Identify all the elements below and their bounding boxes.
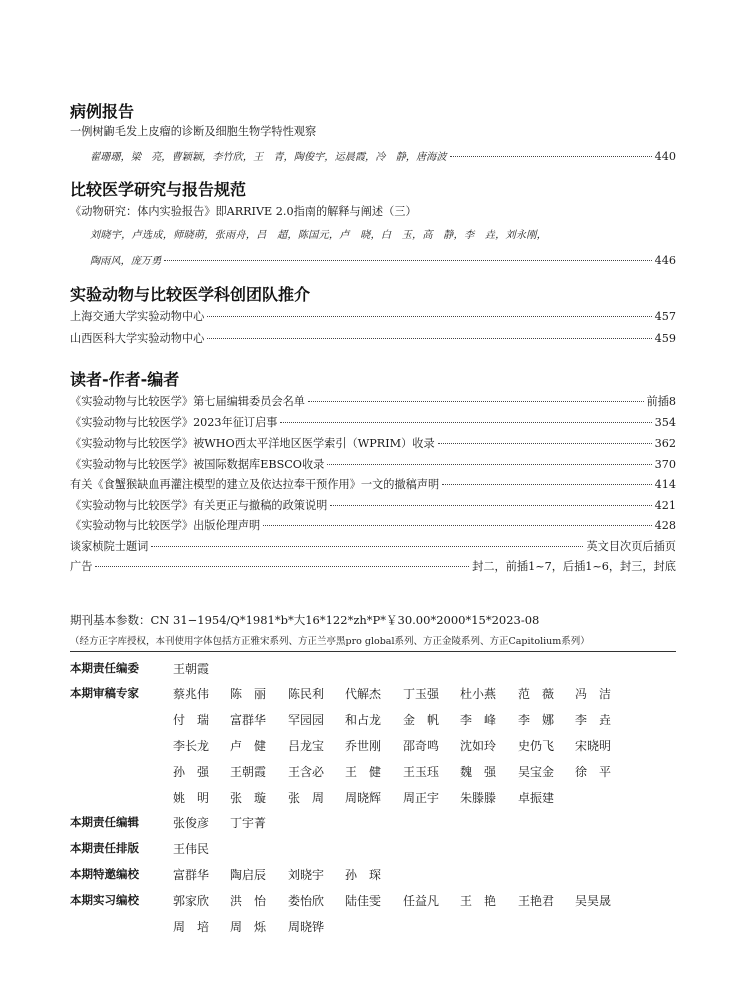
staff-role-label: 本期责任排版 — [70, 841, 139, 855]
staff-role-label: 本期实习编校 — [70, 893, 139, 907]
leader-dots — [263, 525, 651, 526]
page-number: 封二，前插1~7，后插1~6，封三，封底 — [472, 560, 676, 573]
leader-dots — [438, 443, 652, 444]
journal-params: 期刊基本参数：CN 31−1954/Q*1981*b*大16*122*zh*P*￥30.00*2000*15*2023-08 — [70, 613, 540, 627]
authors-text: 翟珊珊，梁 亮，曹颖颖，李竹欣，王 青，陶俊宇，运晨霞，冷 静，唐海波 — [90, 152, 447, 163]
staff-member-name: 周晓铧 — [288, 920, 325, 934]
entry-authors-continued — [90, 252, 676, 267]
authors-text: 陶雨风，庞万勇 — [90, 256, 162, 267]
section-title-readers-authors-editors: 读者-作者-编者 — [70, 370, 180, 389]
leader-dots — [280, 422, 651, 423]
section-title-team-recommendation: 实验动物与比较医学科创团队推介 — [70, 285, 311, 304]
staff-member-name: 王含必 — [288, 765, 325, 779]
staff-member-name: 杜小燕 — [460, 687, 497, 701]
toc-entry[interactable] — [70, 498, 676, 514]
toc-entry[interactable] — [70, 457, 676, 473]
section-title-comparative-medicine: 比较医学研究与报告规范 — [70, 180, 247, 199]
staff-role-label: 本期特邀编校 — [70, 867, 139, 881]
leader-dots — [207, 316, 651, 317]
staff-member-name: 蔡兆伟 — [173, 687, 210, 701]
staff-member-name: 周 培 — [173, 920, 210, 934]
staff-member-name: 王伟民 — [173, 842, 210, 856]
toc-entry[interactable] — [70, 331, 676, 347]
entry-title: 有关《食蟹猴缺血再灌注模型的建立及依达拉奉干预作用》一文的撤稿声明 — [70, 478, 440, 491]
staff-member-name: 罕园园 — [288, 713, 325, 727]
page-number: 459 — [654, 332, 676, 345]
leader-dots — [207, 338, 651, 339]
staff-member-name: 吕龙宝 — [288, 739, 325, 753]
staff-member-name: 富群华 — [173, 868, 210, 882]
staff-member-name: 金 帆 — [403, 713, 440, 727]
staff-member-name: 范 薇 — [518, 687, 555, 701]
leader-dots — [327, 464, 651, 465]
staff-member-name: 史仍飞 — [518, 739, 555, 753]
staff-member-name: 吴昊晟 — [575, 894, 612, 908]
toc-entry[interactable] — [70, 309, 676, 325]
toc-entry[interactable] — [70, 477, 676, 493]
leader-dots — [164, 260, 651, 261]
entry-title: 一例树鼩毛发上皮瘤的诊断及细胞生物学特性观察 — [70, 125, 317, 138]
staff-member-name: 王 健 — [345, 765, 382, 779]
staff-member-name: 吴宝金 — [518, 765, 555, 779]
leader-dots — [95, 566, 469, 567]
staff-member-name: 张 璇 — [230, 791, 267, 805]
toc-entry[interactable] — [70, 204, 676, 220]
staff-member-name: 丁宇菁 — [230, 816, 267, 830]
staff-member-name: 代解杰 — [345, 687, 382, 701]
staff-member-name: 乔世刚 — [345, 739, 382, 753]
fonts-note: （经方正字库授权，本刊使用字体包括方正雅宋系列、方正兰亭黑pro global系列、方正金陵系列、方正Capitolium系列） — [70, 636, 590, 647]
section-title-case-report: 病例报告 — [70, 102, 135, 121]
staff-member-name: 魏 强 — [460, 765, 497, 779]
staff-member-name: 朱滕滕 — [460, 791, 497, 805]
entry-title: 《实验动物与比较医学》有关更正与撤稿的政策说明 — [70, 499, 328, 512]
leader-dots — [330, 505, 651, 506]
staff-member-name: 孙 强 — [173, 765, 210, 779]
staff-member-name: 张 周 — [288, 791, 325, 805]
page-number: 457 — [654, 310, 676, 323]
staff-member-name: 付 瑞 — [173, 713, 210, 727]
staff-member-name: 李 娜 — [518, 713, 555, 727]
entry-authors — [90, 148, 676, 163]
staff-member-name: 任益凡 — [403, 894, 440, 908]
staff-member-name: 洪 怡 — [230, 894, 267, 908]
staff-member-name: 李长龙 — [173, 739, 210, 753]
page-number: 英文目次页后插页 — [586, 540, 676, 553]
toc-entry[interactable] — [70, 539, 676, 555]
staff-member-name: 陆佳雯 — [345, 894, 382, 908]
toc-entry[interactable] — [70, 518, 676, 534]
page-number: 前插8 — [646, 395, 676, 408]
entry-authors: 刘晓宇，卢选成，师晓萌，张雨舟，吕 超，陈国元，卢 晓，白 玉，高 静，李 垚，刘永刚， — [90, 230, 548, 241]
leader-dots — [151, 546, 583, 547]
staff-member-name: 徐 平 — [575, 765, 612, 779]
staff-member-name: 姚 明 — [173, 791, 210, 805]
staff-member-name: 王朝霞 — [173, 662, 210, 676]
entry-title: 《动物研究：体内实验报告》即ARRIVE 2.0指南的解释与阐述（三） — [70, 205, 417, 218]
leader-dots — [450, 156, 652, 157]
page-number: 446 — [654, 254, 676, 267]
staff-member-name: 王艳君 — [518, 894, 555, 908]
staff-member-name: 沈如玲 — [460, 739, 497, 753]
staff-member-name: 富群华 — [230, 713, 267, 727]
staff-member-name: 陈 丽 — [230, 687, 267, 701]
entry-title: 《实验动物与比较医学》被国际数据库EBSCO收录 — [70, 458, 325, 471]
toc-entry[interactable] — [70, 436, 676, 452]
page-number: 428 — [654, 519, 676, 532]
staff-member-name: 刘晓宇 — [288, 868, 325, 882]
page-number: 354 — [654, 416, 676, 429]
staff-member-name: 娄怡欣 — [288, 894, 325, 908]
staff-member-name: 卓振建 — [518, 791, 555, 805]
staff-member-name: 和占龙 — [345, 713, 382, 727]
entry-title: 上海交通大学实验动物中心 — [70, 310, 205, 323]
staff-member-name: 陈民利 — [288, 687, 325, 701]
page-number: 414 — [654, 478, 676, 491]
toc-entry[interactable] — [70, 124, 676, 140]
staff-member-name: 李 峰 — [460, 713, 497, 727]
staff-role-label: 本期审稿专家 — [70, 686, 139, 700]
staff-member-name: 王玉珏 — [403, 765, 440, 779]
staff-member-name: 冯 洁 — [575, 687, 612, 701]
staff-member-name: 卢 健 — [230, 739, 267, 753]
staff-member-name: 宋晓明 — [575, 739, 612, 753]
page-number: 421 — [654, 499, 676, 512]
staff-member-name: 李 垚 — [575, 713, 612, 727]
staff-member-name: 周正宇 — [403, 791, 440, 805]
staff-member-name: 丁玉强 — [403, 687, 440, 701]
staff-member-name: 张俊彦 — [173, 816, 210, 830]
leader-dots — [308, 401, 644, 402]
entry-title: 《实验动物与比较医学》第七届编辑委员会名单 — [70, 395, 305, 408]
staff-role-label: 本期责任编辑 — [70, 815, 139, 829]
toc-entry[interactable] — [70, 415, 676, 431]
page-number: 440 — [654, 150, 676, 163]
page-number: 370 — [654, 458, 676, 471]
staff-member-name: 陶启辰 — [230, 868, 267, 882]
entry-title: 《实验动物与比较医学》2023年征订启事 — [70, 416, 278, 429]
leader-dots — [442, 484, 651, 485]
staff-member-name: 孙 琛 — [345, 868, 382, 882]
entry-title: 广告 — [70, 560, 93, 573]
staff-member-name: 周 烁 — [230, 920, 267, 934]
staff-member-name: 郭家欣 — [173, 894, 210, 908]
entry-title: 《实验动物与比较医学》被WHO西太平洋地区医学索引（WPRIM）收录 — [70, 437, 435, 450]
toc-entry[interactable] — [70, 394, 676, 410]
staff-member-name: 王 艳 — [460, 894, 497, 908]
staff-member-name: 邵奇鸣 — [403, 739, 440, 753]
staff-role-label: 本期责任编委 — [70, 661, 139, 675]
staff-member-name: 王朝霞 — [230, 765, 267, 779]
page-number: 362 — [654, 437, 676, 450]
entry-title: 《实验动物与比较医学》出版伦理声明 — [70, 519, 261, 532]
entry-title: 谈家桢院士题词 — [70, 540, 149, 553]
staff-member-name: 周晓辉 — [345, 791, 382, 805]
divider — [70, 651, 676, 652]
toc-entry[interactable] — [70, 559, 676, 575]
entry-title: 山西医科大学实验动物中心 — [70, 332, 205, 345]
